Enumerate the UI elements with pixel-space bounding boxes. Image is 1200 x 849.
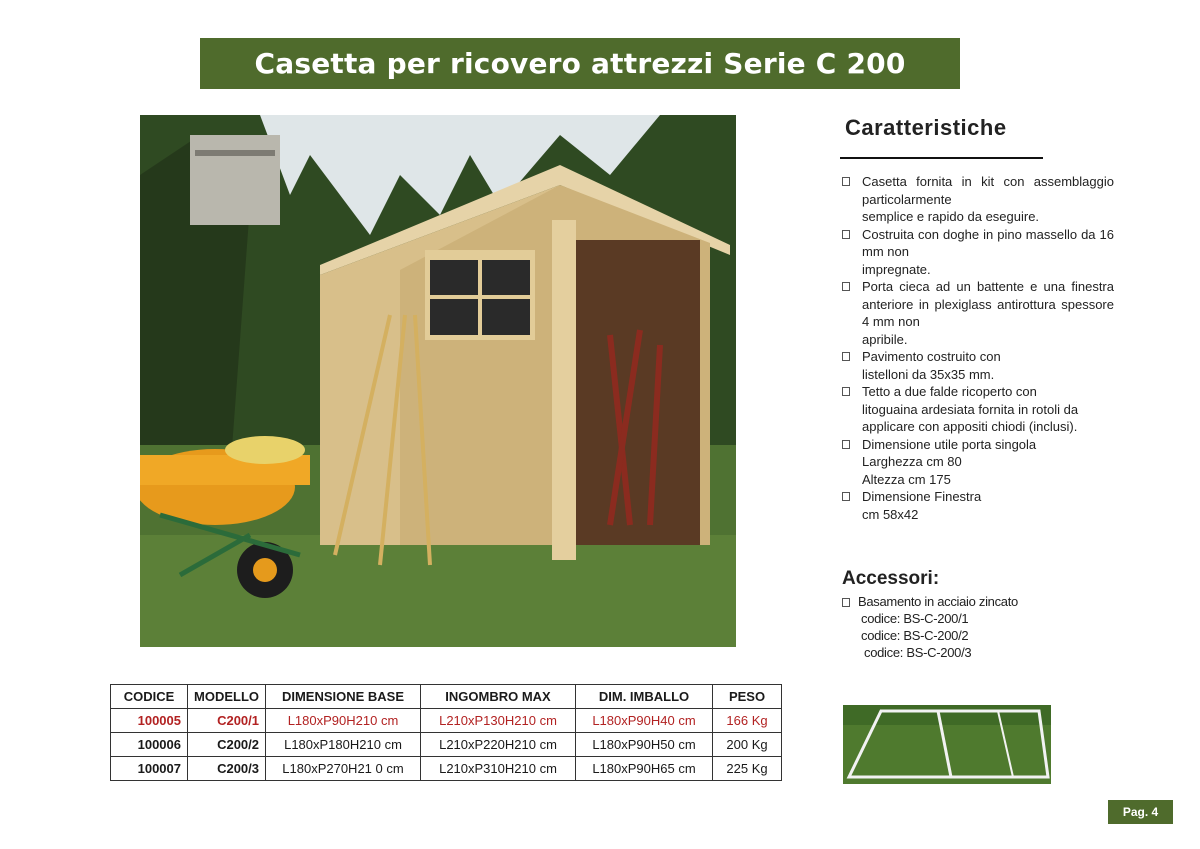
feature-item: Porta cieca ad un battente e una finestra anteriore in plexiglass antirottura spessore 4 mm non apribile. (842, 278, 1114, 348)
feature-item: Dimensione Finestra cm 58x42 (842, 488, 1114, 523)
shed-photo (140, 115, 736, 647)
page-title: Casetta per ricovero attrezzi Serie C 200 (200, 38, 960, 89)
checkbox-bullet-icon (842, 387, 850, 396)
checkbox-bullet-icon (842, 282, 850, 291)
col-header-ingombro-max: INGOMBRO MAX (421, 685, 576, 709)
cell-dim-imballo: L180xP90H40 cm (576, 709, 713, 733)
col-header-codice: CODICE (111, 685, 188, 709)
cell-dim-imballo: L180xP90H50 cm (576, 733, 713, 757)
cell-modello: C200/3 (188, 757, 266, 781)
accessory-code: codice: BS-C-200/1 (861, 611, 969, 626)
checkbox-bullet-icon (842, 440, 850, 449)
feature-item-continued: Altezza cm 175 (862, 471, 951, 487)
table-row (111, 709, 782, 733)
col-header-peso: PESO (713, 685, 782, 709)
accessory-code: codice: BS-C-200/3 (864, 645, 972, 660)
features-heading: Caratteristiche (845, 115, 1007, 140)
cell-ingombro-max: L210xP130H210 cm (421, 709, 576, 733)
cell-dimensione-base: L180xP90H210 cm (266, 709, 421, 733)
steel-base-illustration (843, 705, 1051, 784)
cell-ingombro-max: L210xP310H210 cm (421, 757, 576, 781)
accessory-code: codice: BS-C-200/2 (861, 628, 969, 643)
table-row (111, 733, 782, 757)
cell-ingombro-max: L210xP220H210 cm (421, 733, 576, 757)
checkbox-bullet-icon (842, 230, 850, 239)
cell-codice: 100005 (111, 709, 188, 733)
col-header-dimensione-base: DIMENSIONE BASE (266, 685, 421, 709)
feature-item: Dimensione utile porta singola Larghezza cm 80 (842, 436, 1114, 471)
cell-dim-imballo: L180xP90H65 cm (576, 757, 713, 781)
page-number-badge: Pag. 4 (1108, 800, 1173, 824)
specs-table (110, 684, 782, 781)
feature-item: Tetto a due falde ricoperto con litoguaina ardesiata fornita in rotoli da applicare con appositi chiodi (inclusi). (842, 383, 1114, 436)
accessory-item: Basamento in acciaio zincato (842, 593, 1018, 610)
features-divider (840, 157, 1043, 159)
checkbox-bullet-icon (842, 598, 850, 607)
cell-peso: 200 Kg (713, 733, 782, 757)
steel-base-photo (843, 705, 1051, 784)
accessories-list (842, 593, 1018, 661)
cell-modello: C200/1 (188, 709, 266, 733)
cell-modello: C200/2 (188, 733, 266, 757)
feature-item: Pavimento costruito con listelloni da 35x35 mm. (842, 348, 1114, 383)
checkbox-bullet-icon (842, 492, 850, 501)
cell-codice: 100006 (111, 733, 188, 757)
checkbox-bullet-icon (842, 352, 850, 361)
cell-dimensione-base: L180xP180H210 cm (266, 733, 421, 757)
cell-peso: 225 Kg (713, 757, 782, 781)
feature-item: Casetta fornita in kit con assemblaggio particolarmente semplice e rapido da eseguire. (842, 173, 1114, 226)
table-row (111, 757, 782, 781)
accessories-heading: Accessori: (842, 568, 940, 589)
table-header-row (111, 685, 782, 709)
checkbox-bullet-icon (842, 177, 850, 186)
col-header-modello: MODELLO (188, 685, 266, 709)
col-header-dim-imballo: DIM. IMBALLO (576, 685, 713, 709)
cell-dimensione-base: L180xP270H21 0 cm (266, 757, 421, 781)
shed-photo-illustration (140, 115, 736, 647)
feature-item: Costruita con doghe in pino massello da 16 mm non impregnate. (842, 226, 1114, 279)
cell-codice: 100007 (111, 757, 188, 781)
cell-peso: 166 Kg (713, 709, 782, 733)
features-list (842, 173, 1114, 523)
